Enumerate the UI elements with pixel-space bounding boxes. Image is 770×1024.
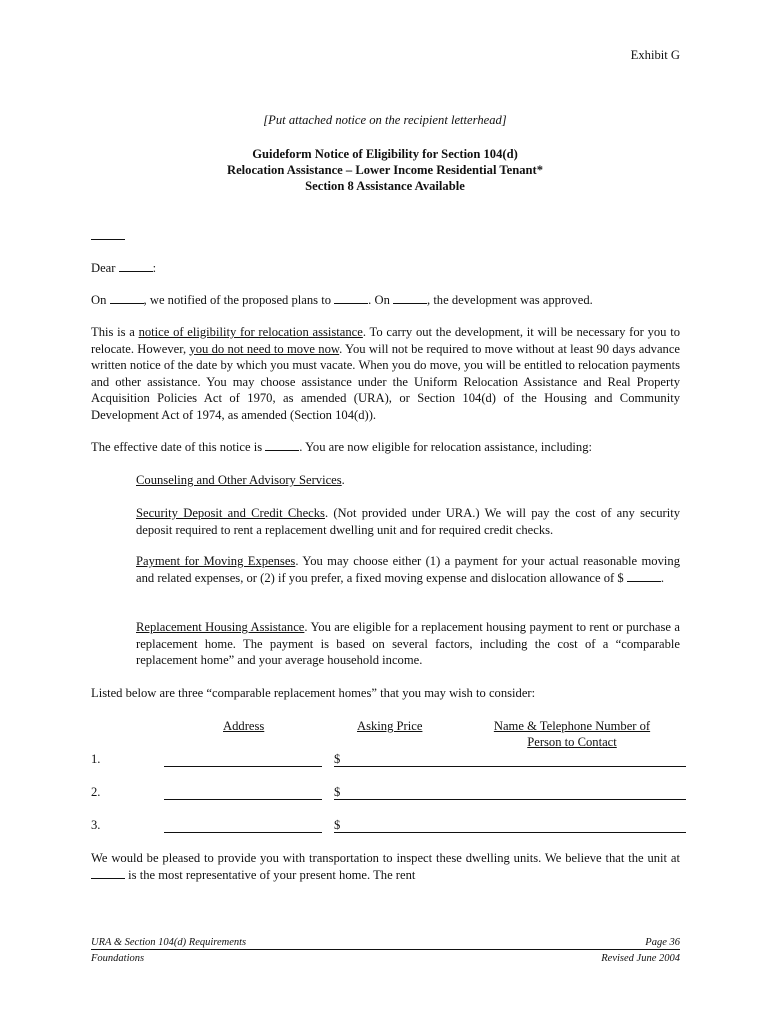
currency-sign: $ — [334, 752, 341, 766]
p1-text-d: , the development was approved. — [427, 293, 593, 307]
paragraph-transportation — [91, 850, 680, 883]
address-line — [164, 832, 322, 833]
title-line-1: Guideform Notice of Eligibility for Section 104(d) — [252, 147, 518, 161]
name-blank — [119, 260, 153, 272]
p3-text-b: . You are now eligible for relocation assistance, including: — [299, 440, 593, 454]
price-contact-line — [334, 766, 686, 767]
greeting-suffix: : — [152, 261, 157, 275]
column-contact-line2: Person to Contact — [527, 735, 617, 749]
plans-blank — [334, 292, 368, 304]
column-contact-line1: Name & Telephone Number of — [493, 719, 651, 733]
p2-text-b: . To carry out the development, it will be necessary for you to relocate. However, — [91, 325, 680, 356]
item-replacement-housing — [136, 619, 680, 669]
row-number: 2. — [91, 785, 101, 799]
paragraph-effective-date — [91, 439, 680, 456]
date-blank — [91, 227, 125, 240]
p1-text-a: On — [91, 293, 110, 307]
footer-page-number: Page 36 — [645, 937, 680, 948]
greeting-prefix: Dear — [91, 261, 119, 275]
unit-blank — [91, 867, 125, 879]
p2-text-a: This is a — [91, 325, 139, 339]
paragraph-notification — [91, 292, 680, 309]
p4-text-b: is the most representative of your present home. The rent — [125, 867, 416, 882]
p3-text-a: The effective date of this notice is — [91, 440, 266, 454]
moving-text: . You may choose either (1) a payment for your actual reasonable moving and related expenses, or (2) if you prefer, a fixed moving expense and dislocation allowance of $ — [136, 554, 680, 585]
title-line-3: Section 8 Assistance Available — [305, 179, 465, 193]
housing-text: . You are eligible for a replacement housing payment to rent or purchase a replacement home. The payment is based on several factors, including the cost of a “comparable replacement home” and your average household income. — [136, 620, 680, 667]
row-number: 3. — [91, 818, 101, 832]
footer-divider — [91, 949, 680, 950]
exhibit-label: Exhibit G — [630, 48, 680, 62]
price-contact-line — [334, 832, 686, 833]
moving-end: . — [660, 570, 664, 585]
row-number: 1. — [91, 752, 101, 766]
approval-date-blank — [393, 292, 427, 304]
notified-date-blank — [110, 292, 144, 304]
housing-title: Replacement Housing Assistance — [136, 620, 305, 634]
currency-sign: $ — [334, 818, 341, 832]
counseling-text: . — [341, 473, 345, 487]
p4-text-a: We would be pleased to provide you with transportation to inspect these dwelling units. We believe that the unit at — [91, 851, 680, 865]
p1-text-b: , we notified of the proposed plans to — [143, 293, 335, 307]
greeting — [91, 260, 680, 277]
p2-text-c: . You will not be required to move without at least 90 days advance written notice of the date by which you must vacate. When you do move, you will be entitled to relocation payments and other assistance. You may choose assistance under the Uniform Relocation Assistance and Real Property Acquisition Policies Act of 1970, as amended (URA), or Section 104(d) of the Housing and Community Development Act of 1974, as amended (Section 104(d)). — [91, 341, 681, 422]
p1-text-c: . On — [368, 293, 394, 307]
effective-date-blank — [265, 439, 299, 451]
footer-left-sub: Foundations — [91, 953, 145, 964]
column-asking-price: Asking Price — [357, 719, 423, 733]
column-address: Address — [223, 719, 265, 733]
title-line-2: Relocation Assistance – Lower Income Residential Tenant* — [226, 163, 543, 177]
letterhead-note: [Put attached notice on the recipient letterhead] — [263, 113, 507, 127]
deposit-title: Security Deposit and Credit Checks — [136, 506, 325, 520]
allowance-blank — [627, 570, 661, 582]
item-moving-expenses — [136, 553, 680, 586]
p2-underline-notice: notice of eligibility for relocation assistance — [138, 325, 363, 339]
deposit-text: . (Not provided under URA.) We will pay the cost of any security deposit required to rent a replacement dwelling unit and for required credit checks. — [136, 506, 680, 537]
address-line — [164, 799, 322, 800]
counseling-title: Counseling and Other Advisory Services — [136, 473, 342, 487]
currency-sign: $ — [334, 785, 341, 799]
item-counseling — [136, 472, 680, 489]
footer-left-title: URA & Section 104(d) Requirements — [91, 937, 247, 948]
price-contact-line — [334, 799, 686, 800]
paragraph-eligibility — [91, 324, 680, 423]
moving-title: Payment for Moving Expenses — [136, 554, 296, 568]
p2-underline-move: you do not need to move now — [189, 341, 340, 356]
item-security-deposit — [136, 505, 680, 538]
listed-intro: Listed below are three “comparable replacement homes” that you may wish to consider: — [91, 686, 536, 700]
address-line — [164, 766, 322, 767]
footer-revision: Revised June 2004 — [601, 953, 680, 964]
